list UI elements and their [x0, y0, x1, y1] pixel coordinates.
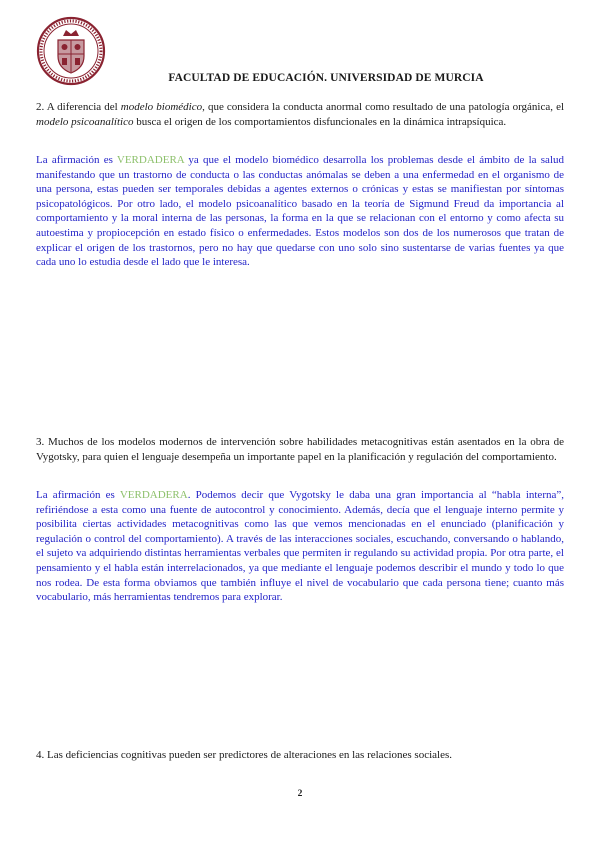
question-4: 4. Las deficiencias cognitivas pueden ser predictores de alteraciones en las relaciones sociales. — [36, 749, 452, 761]
question-2: 2. A diferencia del modelo biomédico, que considera la conducta anormal como resultado de una patología orgánica, el modelo psicoanalítico busca el origen de los comportamientos disfuncionales en la dinámica intrapsíquica. — [36, 101, 565, 128]
verdict-label: VERDADERA — [116, 154, 185, 166]
page-header-title: FACULTAD DE EDUCACIÓN. UNIVERSIDAD DE MURCIA — [168, 72, 484, 84]
question-3: 3. Muchos de los modelos modernos de intervención sobre habilidades metacognitivas están asentados en la obra de Vygotsky, para quien el lenguaje desempeña un importante papel en la planificación y regulación del comportamiento. — [36, 436, 564, 463]
page-number: 2 — [297, 789, 303, 799]
answer-3: La afirmación es VERDADERA. Podemos decir que Vygotsky le daba una gran importancia al “habla interna”, refiriéndose a esta como una fuente de autocontrol y conocimiento. Además, decía que el lenguaje interno permite y posibilita ciertas actividades metacognitivas como las que vemos mencionadas en el enunciado (planificación y regulación o control del comportamiento). A través de las interacciones sociales, escuchando, conversando o hablando, el sujeto va adquiriendo distintas herramientas verbales que permiten ir regulando su actividad propia. Por otra parte, el pensamiento y el habla están interrelacionados, ya que mediante el lenguaje podemos describir el mundo y todo lo que nos rodea. De esta forma obviamos que también influye el nivel de vocabulario que cada persona tiene; cuanto más vocabulario, más herramientas tendremos para explorar. — [36, 489, 564, 604]
answer-2: La afirmación es VERDADERA ya que el modelo biomédico desarrolla los problemas desde el ámbito de la salud manifestando que un trastorno de conducta o las conductas anómalas se deben a una enfermedad en el organismo de una persona, estas pueden ser temporales debidas a agentes externos o crónicas y estas se manifiestan por síntomas psicopatológicos. Por otro lado, el modelo psicoanalítico basado en la teoría de Sigmund Freud da importancia al comportamiento y la moral interna de las personas, la forma en la que se relacionan con el entorno y como afecta su autoestima y propiocepción en estado físico o enfermedades. Estos modelos son dos de los numerosos que tratan de explicar el origen de los trastornos, pero no hay que quedarse con uno solo sino sustentarse de varias fuentes ya que cada uno lo estudia desde el lado que le interesa. — [36, 154, 564, 269]
question-2-emphasis-psicoanalitico: modelo psicoanalítico — [36, 115, 134, 128]
verdict-label: VERDADERA — [119, 489, 188, 501]
question-2-emphasis-biomedico: modelo biomédico — [120, 101, 203, 113]
